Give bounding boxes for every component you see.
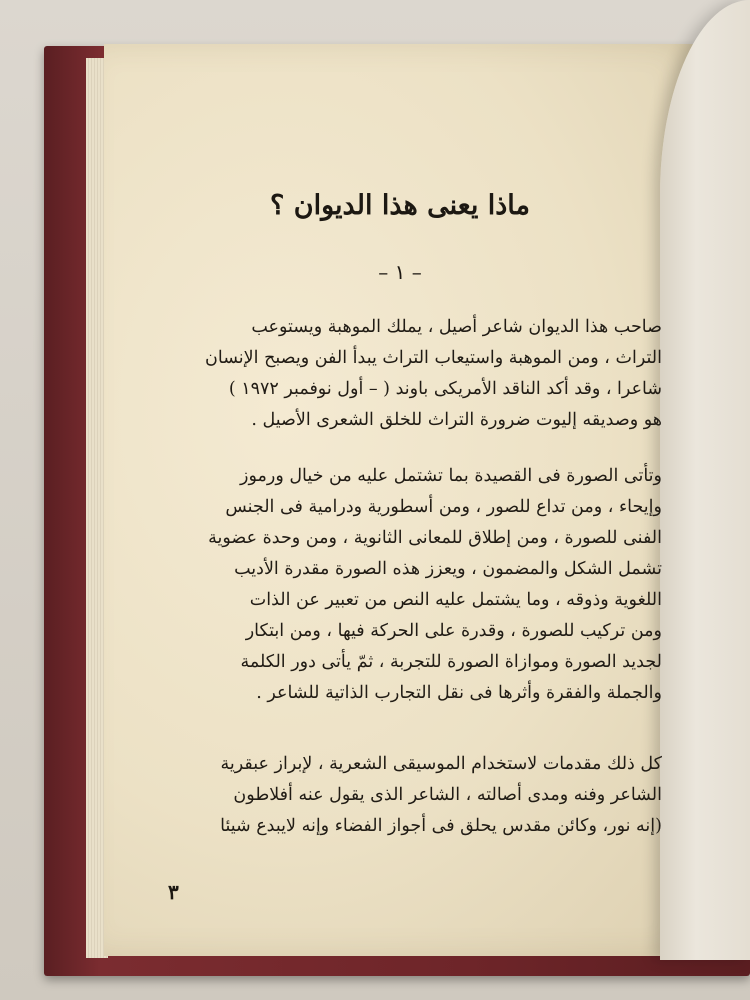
text-line: تشمل الشكل والمضمون ، ويعزز هذه الصورة مقدرة الأديب <box>234 559 662 579</box>
text-line: الفنى للصورة ، ومن إطلاق للمعانى الثانوية ، ومن وحدة عضوية <box>208 528 662 548</box>
text-line: شاعرا ، وقد أكد الناقد الأمريكى باوند ( – أول نوفمبر ١٩٧٢ ) <box>228 379 662 399</box>
paragraph-3 <box>160 749 662 842</box>
text-line: وإيحاء ، ومن تداع للصور ، ومن أسطورية ودرامية فى الجنس <box>225 497 662 517</box>
paragraph-1 <box>160 312 662 436</box>
text-line: هو وصديقه إليوت ضرورة التراث للخلق الشعرى الأصيل . <box>251 410 662 430</box>
text-line: التراث ، ومن الموهبة واستيعاب التراث يبدأ الفن ويصبح الإنسان <box>205 348 662 368</box>
page-title: ماذا يعنى هذا الديوان ؟ <box>270 190 530 221</box>
text-line: لجديد الصورة وموازاة الصورة للتجربة ، ثمّ يأتى دور الكلمة <box>240 652 662 672</box>
text-line: كل ذلك مقدمات لاستخدام الموسيقى الشعرية ، لإبراز عبقرية <box>220 754 662 774</box>
text-line: الشاعر وفنه ومدى أصالته ، الشاعر الذى يقول عنه أفلاطون <box>233 785 662 805</box>
text-line: وتأتى الصورة فى القصيدة بما تشتمل عليه من خيال ورموز <box>240 466 662 486</box>
page-number: ٣ <box>168 880 179 904</box>
text-line: اللغوية وذوقه ، وما يشتمل عليه النص من تعبير عن الذات <box>249 590 662 610</box>
text-line: ومن تركيب للصورة ، وقدرة على الحركة فيها ، ومن ابتكار <box>245 621 662 641</box>
turning-page-curl[interactable] <box>660 0 750 960</box>
paragraph-2 <box>160 461 662 709</box>
text-line: (إنه نور، وكائن مقدس يحلق فى أجواز الفضاء وإنه لايبدع شيئا <box>220 816 662 836</box>
text-line: والجملة والفقرة وأثرها فى نقل التجارب الذاتية للشاعر . <box>256 683 662 703</box>
section-number: – ١ – <box>378 260 422 284</box>
text-line: صاحب هذا الديوان شاعر أصيل ، يملك الموهبة ويستوعب <box>251 317 662 337</box>
